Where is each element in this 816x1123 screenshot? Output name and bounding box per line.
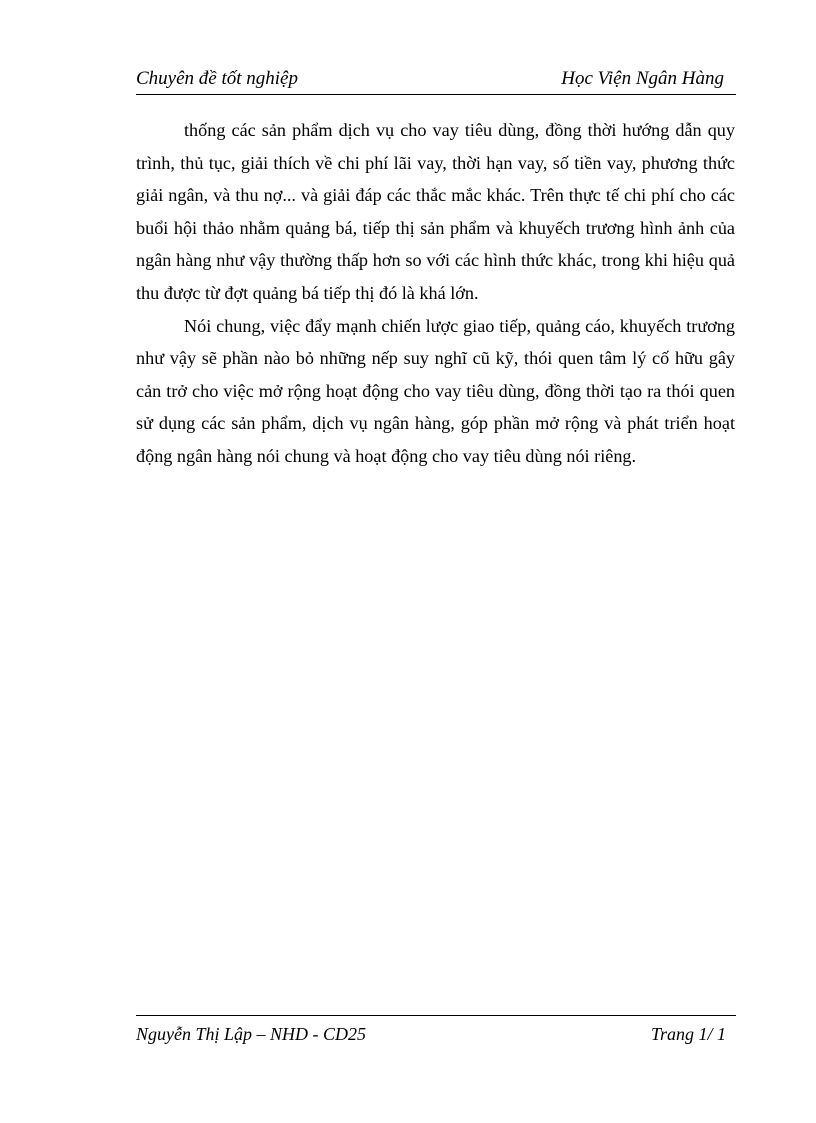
page-footer <box>136 1015 736 1046</box>
header-title: Chuyên đề tốt nghiệp <box>136 68 298 89</box>
paragraph: thống các sản phẩm dịch vụ cho vay tiêu dùng, đồng thời hướng dẫn quy trình, thủ tục, giải thích về chi phí lãi vay, thời hạn vay, số tiền vay, phương thức giải ngân, và thu nợ... và giải đáp các thắc mắc khác. Trên thực tế chi phí cho các buổi hội thảo nhằm quảng bá, tiếp thị sản phẩm và khuyếch trương hình ảnh của ngân hàng như vậy thường thấp hơn so với các hình thức khác, trong khi hiệu quả thu được từ đợt quảng bá tiếp thị đó là khá lớn. <box>136 120 735 303</box>
page-number: Trang 1/ 1 <box>650 1024 726 1044</box>
header-institution: Học Viện Ngân Hàng <box>561 68 724 89</box>
footer-author: Nguyễn Thị Lập – NHD - CD25 <box>136 1024 367 1044</box>
page-header <box>136 64 736 95</box>
body-text <box>136 114 735 473</box>
paragraph: Nói chung, việc đẩy mạnh chiến lược giao tiếp, quảng cáo, khuyếch trương như vậy sẽ phần nào bỏ những nếp suy nghĩ cũ kỹ, thói quen tâm lý cố hữu gây cản trở cho việc mở rộng hoạt động cho vay tiêu dùng, đồng thời tạo ra thói quen sử dụng các sản phẩm, dịch vụ ngân hàng, góp phần mở rộng và phát triển hoạt động ngân hàng nói chung và hoạt động cho vay tiêu dùng nói riêng. <box>136 315 735 466</box>
